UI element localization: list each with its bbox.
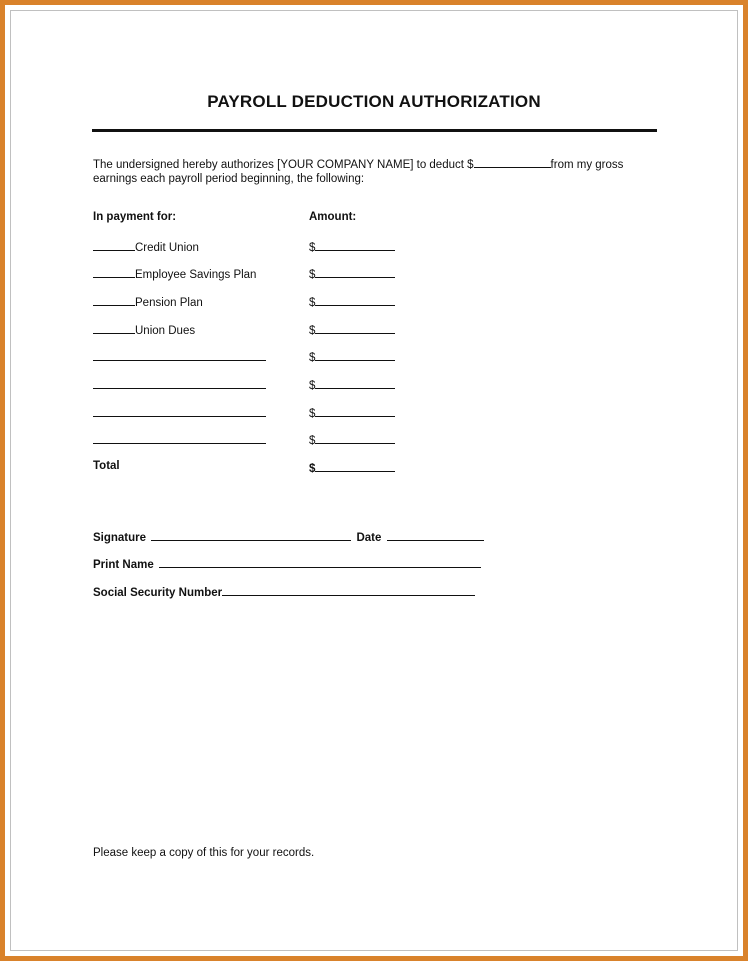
custom-deduction-row	[93, 349, 266, 364]
deduction-row	[93, 266, 256, 281]
custom-deduction-field[interactable]	[93, 432, 266, 444]
currency-symbol: $	[309, 269, 316, 281]
currency-symbol: $	[309, 242, 316, 254]
amount-field[interactable]	[315, 405, 395, 417]
deduction-label: Employee Savings Plan	[135, 269, 257, 281]
amount-header: Amount:	[309, 211, 357, 223]
print-name-line	[93, 556, 481, 571]
amount-row	[309, 322, 395, 337]
currency-symbol: $	[309, 297, 316, 309]
total-amount-field[interactable]	[315, 460, 395, 472]
amount-field[interactable]	[315, 266, 395, 278]
amount-field[interactable]	[315, 349, 395, 361]
deduct-amount-field[interactable]	[474, 156, 551, 168]
custom-deduction-row	[93, 377, 266, 392]
amount-field[interactable]	[315, 239, 395, 251]
currency-symbol: $	[309, 325, 316, 337]
check-field[interactable]	[93, 294, 135, 306]
ssn-line	[93, 584, 475, 599]
amount-field[interactable]	[315, 377, 395, 389]
custom-deduction-field[interactable]	[93, 349, 266, 361]
intro-text-2: from my gross	[550, 159, 624, 171]
signature-line	[93, 529, 484, 544]
amount-row	[309, 239, 395, 254]
amount-row	[309, 405, 395, 420]
custom-deduction-row	[93, 405, 266, 420]
amount-row	[309, 432, 395, 447]
currency-symbol: $	[309, 463, 316, 475]
custom-deduction-field[interactable]	[93, 405, 266, 417]
date-label: Date	[356, 532, 382, 544]
amount-row	[309, 294, 395, 309]
deduction-row	[93, 239, 199, 254]
document-title: PAYROLL DEDUCTION AUTHORIZATION	[207, 92, 541, 111]
amount-field[interactable]	[315, 432, 395, 444]
footer-note: Please keep a copy of this for your records.	[93, 847, 315, 859]
custom-deduction-row	[93, 432, 266, 447]
date-field[interactable]	[387, 529, 484, 541]
print-name-field[interactable]	[159, 556, 481, 568]
deduction-row	[93, 294, 203, 309]
signature-label: Signature	[93, 532, 147, 544]
total-label: Total	[93, 460, 120, 472]
custom-deduction-field[interactable]	[93, 377, 266, 389]
page-border	[10, 10, 738, 951]
currency-symbol: $	[309, 352, 316, 364]
intro-text-1: The undersigned hereby authorizes [YOUR COMPANY NAME] to deduct $	[93, 159, 474, 171]
print-name-label: Print Name	[93, 559, 154, 571]
check-field[interactable]	[93, 266, 135, 278]
ssn-field[interactable]	[222, 584, 475, 596]
amount-field[interactable]	[315, 294, 395, 306]
total-amount-row	[309, 460, 395, 475]
currency-symbol: $	[309, 435, 316, 447]
deduction-row	[93, 322, 195, 337]
amount-row	[309, 349, 395, 364]
payment-for-header: In payment for:	[93, 211, 177, 223]
currency-symbol: $	[309, 408, 316, 420]
amount-row	[309, 266, 395, 281]
amount-field[interactable]	[315, 322, 395, 334]
currency-symbol: $	[309, 380, 316, 392]
ssn-label: Social Security Number	[93, 587, 223, 599]
title-rule	[92, 129, 657, 132]
intro-paragraph	[93, 156, 663, 186]
deduction-label: Credit Union	[135, 242, 199, 254]
check-field[interactable]	[93, 239, 135, 251]
deduction-label: Pension Plan	[135, 297, 203, 309]
signature-field[interactable]	[151, 529, 351, 541]
deduction-label: Union Dues	[135, 325, 196, 337]
check-field[interactable]	[93, 322, 135, 334]
intro-text-3: earnings each payroll period beginning, the following:	[93, 173, 365, 185]
amount-row	[309, 377, 395, 392]
